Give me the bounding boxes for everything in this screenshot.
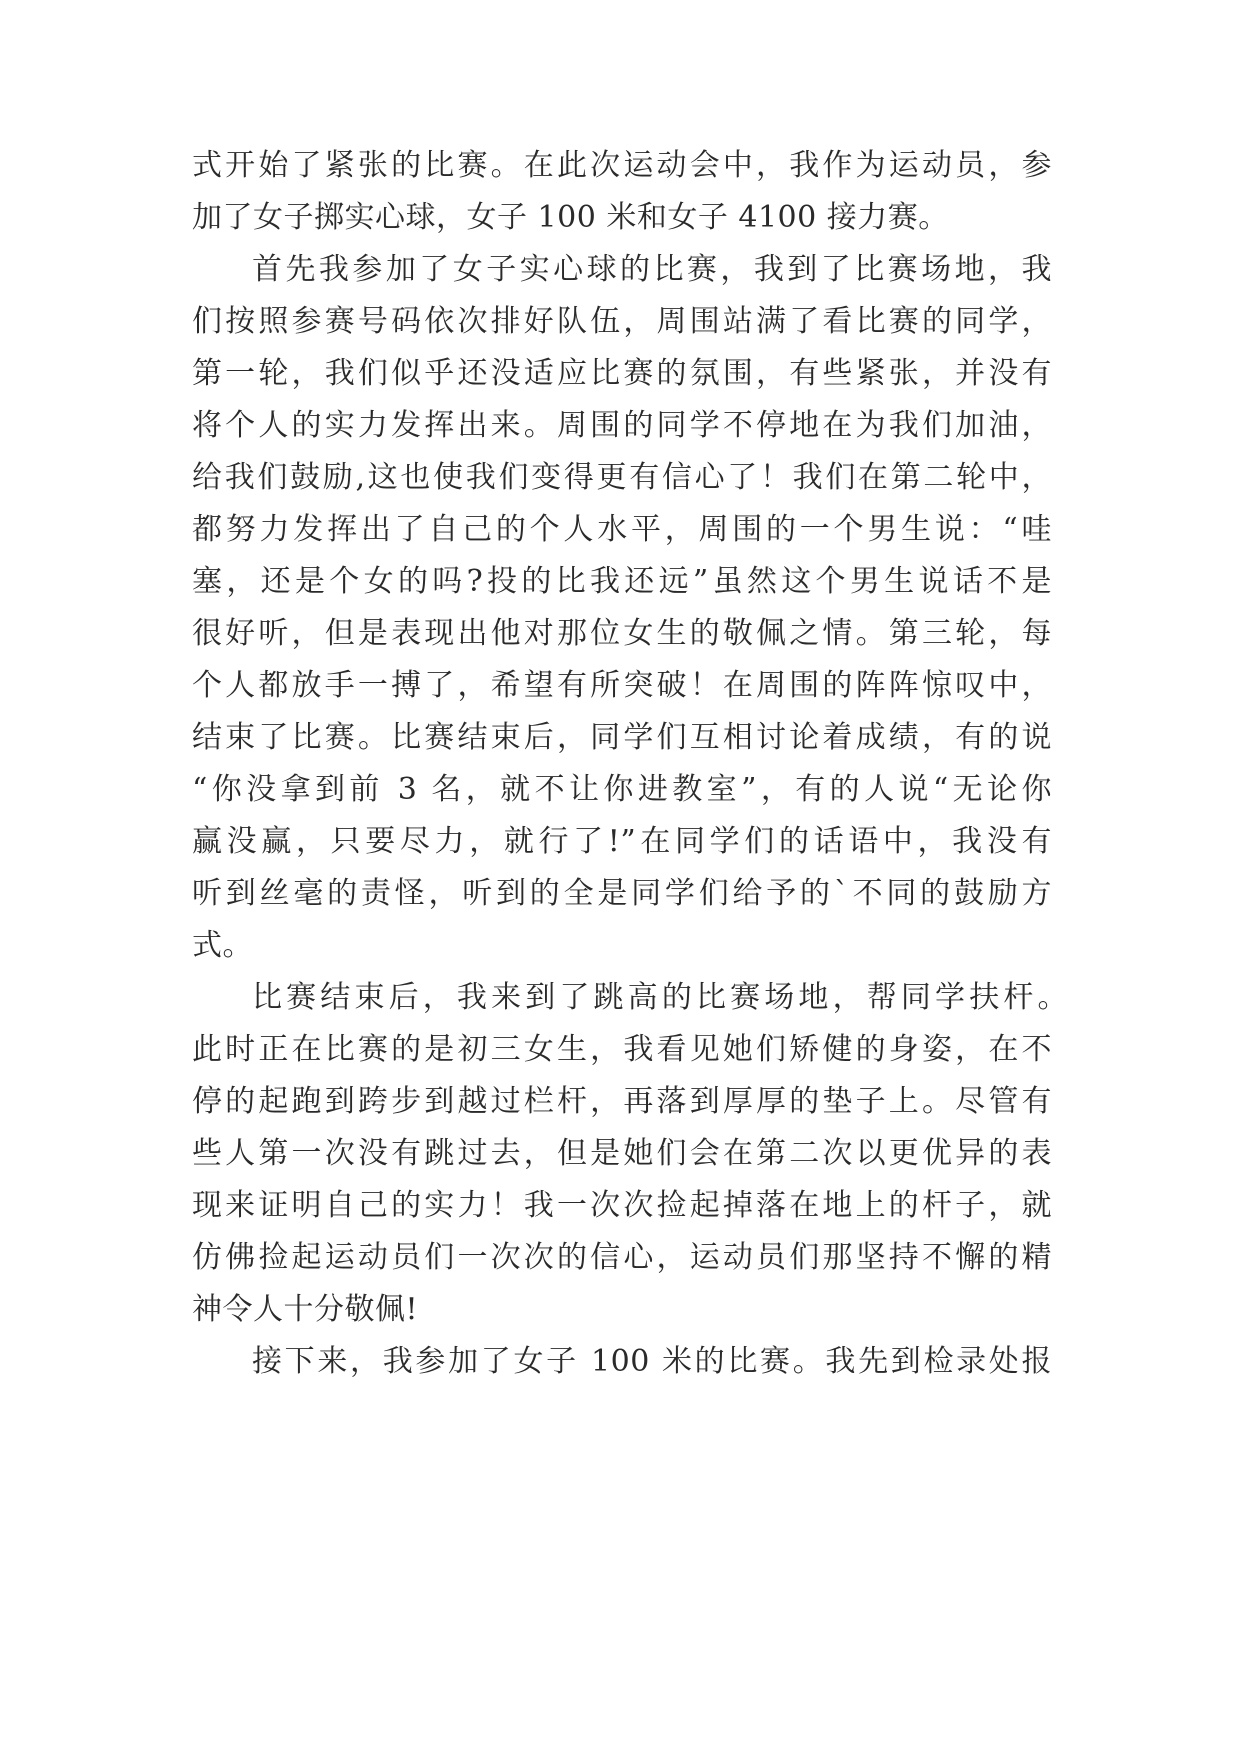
text-line: 结束了比赛。比赛结束后，同学们互相讨论着成绩，有的说 — [192, 720, 1052, 755]
text-line: 都努力发挥出了自己的个人水平，周围的一个男生说：“哇 — [192, 512, 1052, 547]
paragraph-start-line: 首先我参加了女子实心球的比赛，我到了比赛场地，我 — [252, 252, 1052, 287]
text-line: 加了女子掷实心球，女子 100 米和女子 4100 接力赛。 — [192, 200, 949, 235]
text-line: 第一轮，我们似乎还没适应比赛的氛围，有些紧张，并没有 — [192, 356, 1052, 391]
text-line: 个人都放手一搏了，希望有所突破！在周围的阵阵惊叹中， — [192, 668, 1052, 703]
text-line: 停的起跑到跨步到越过栏杆，再落到厚厚的垫子上。尽管有 — [192, 1084, 1052, 1119]
text-line: 赢没赢，只要尽力，就行了!”在同学们的话语中，我没有 — [192, 824, 1052, 859]
text-line: 塞，还是个女的吗?投的比我还远”虽然这个男生说话不是 — [192, 564, 1052, 599]
text-line: 此时正在比赛的是初三女生，我看见她们矫健的身姿，在不 — [192, 1032, 1052, 1067]
text-line: 神令人十分敬佩! — [192, 1292, 419, 1327]
text-line: “你没拿到前 3 名，就不让你进教室”，有的人说“无论你 — [192, 772, 1052, 807]
text-line: 听到丝毫的责怪，听到的全是同学们给予的`不同的鼓励方 — [192, 876, 1052, 911]
text-line: 们按照参赛号码依次排好队伍，周围站满了看比赛的同学， — [192, 304, 1052, 339]
text-line: 些人第一次没有跳过去，但是她们会在第二次以更优异的表 — [192, 1136, 1052, 1171]
paragraph-start-line: 接下来，我参加了女子 100 米的比赛。我先到检录处报 — [252, 1344, 1052, 1379]
text-line: 给我们鼓励,这也使我们变得更有信心了！我们在第二轮中， — [192, 460, 1052, 495]
text-line: 很好听，但是表现出他对那位女生的敬佩之情。第三轮，每 — [192, 616, 1052, 651]
text-line: 现来证明自己的实力！我一次次捡起掉落在地上的杆子，就 — [192, 1188, 1052, 1223]
paragraph-start-line: 比赛结束后，我来到了跳高的比赛场地，帮同学扶杆。 — [252, 980, 1068, 1015]
text-line: 将个人的实力发挥出来。周围的同学不停地在为我们加油， — [192, 408, 1052, 443]
text-line: 仿佛捡起运动员们一次次的信心，运动员们那坚持不懈的精 — [192, 1240, 1052, 1275]
text-line: 式。 — [192, 928, 253, 963]
text-line: 式开始了紧张的比赛。在此次运动会中，我作为运动员，参 — [192, 148, 1052, 183]
